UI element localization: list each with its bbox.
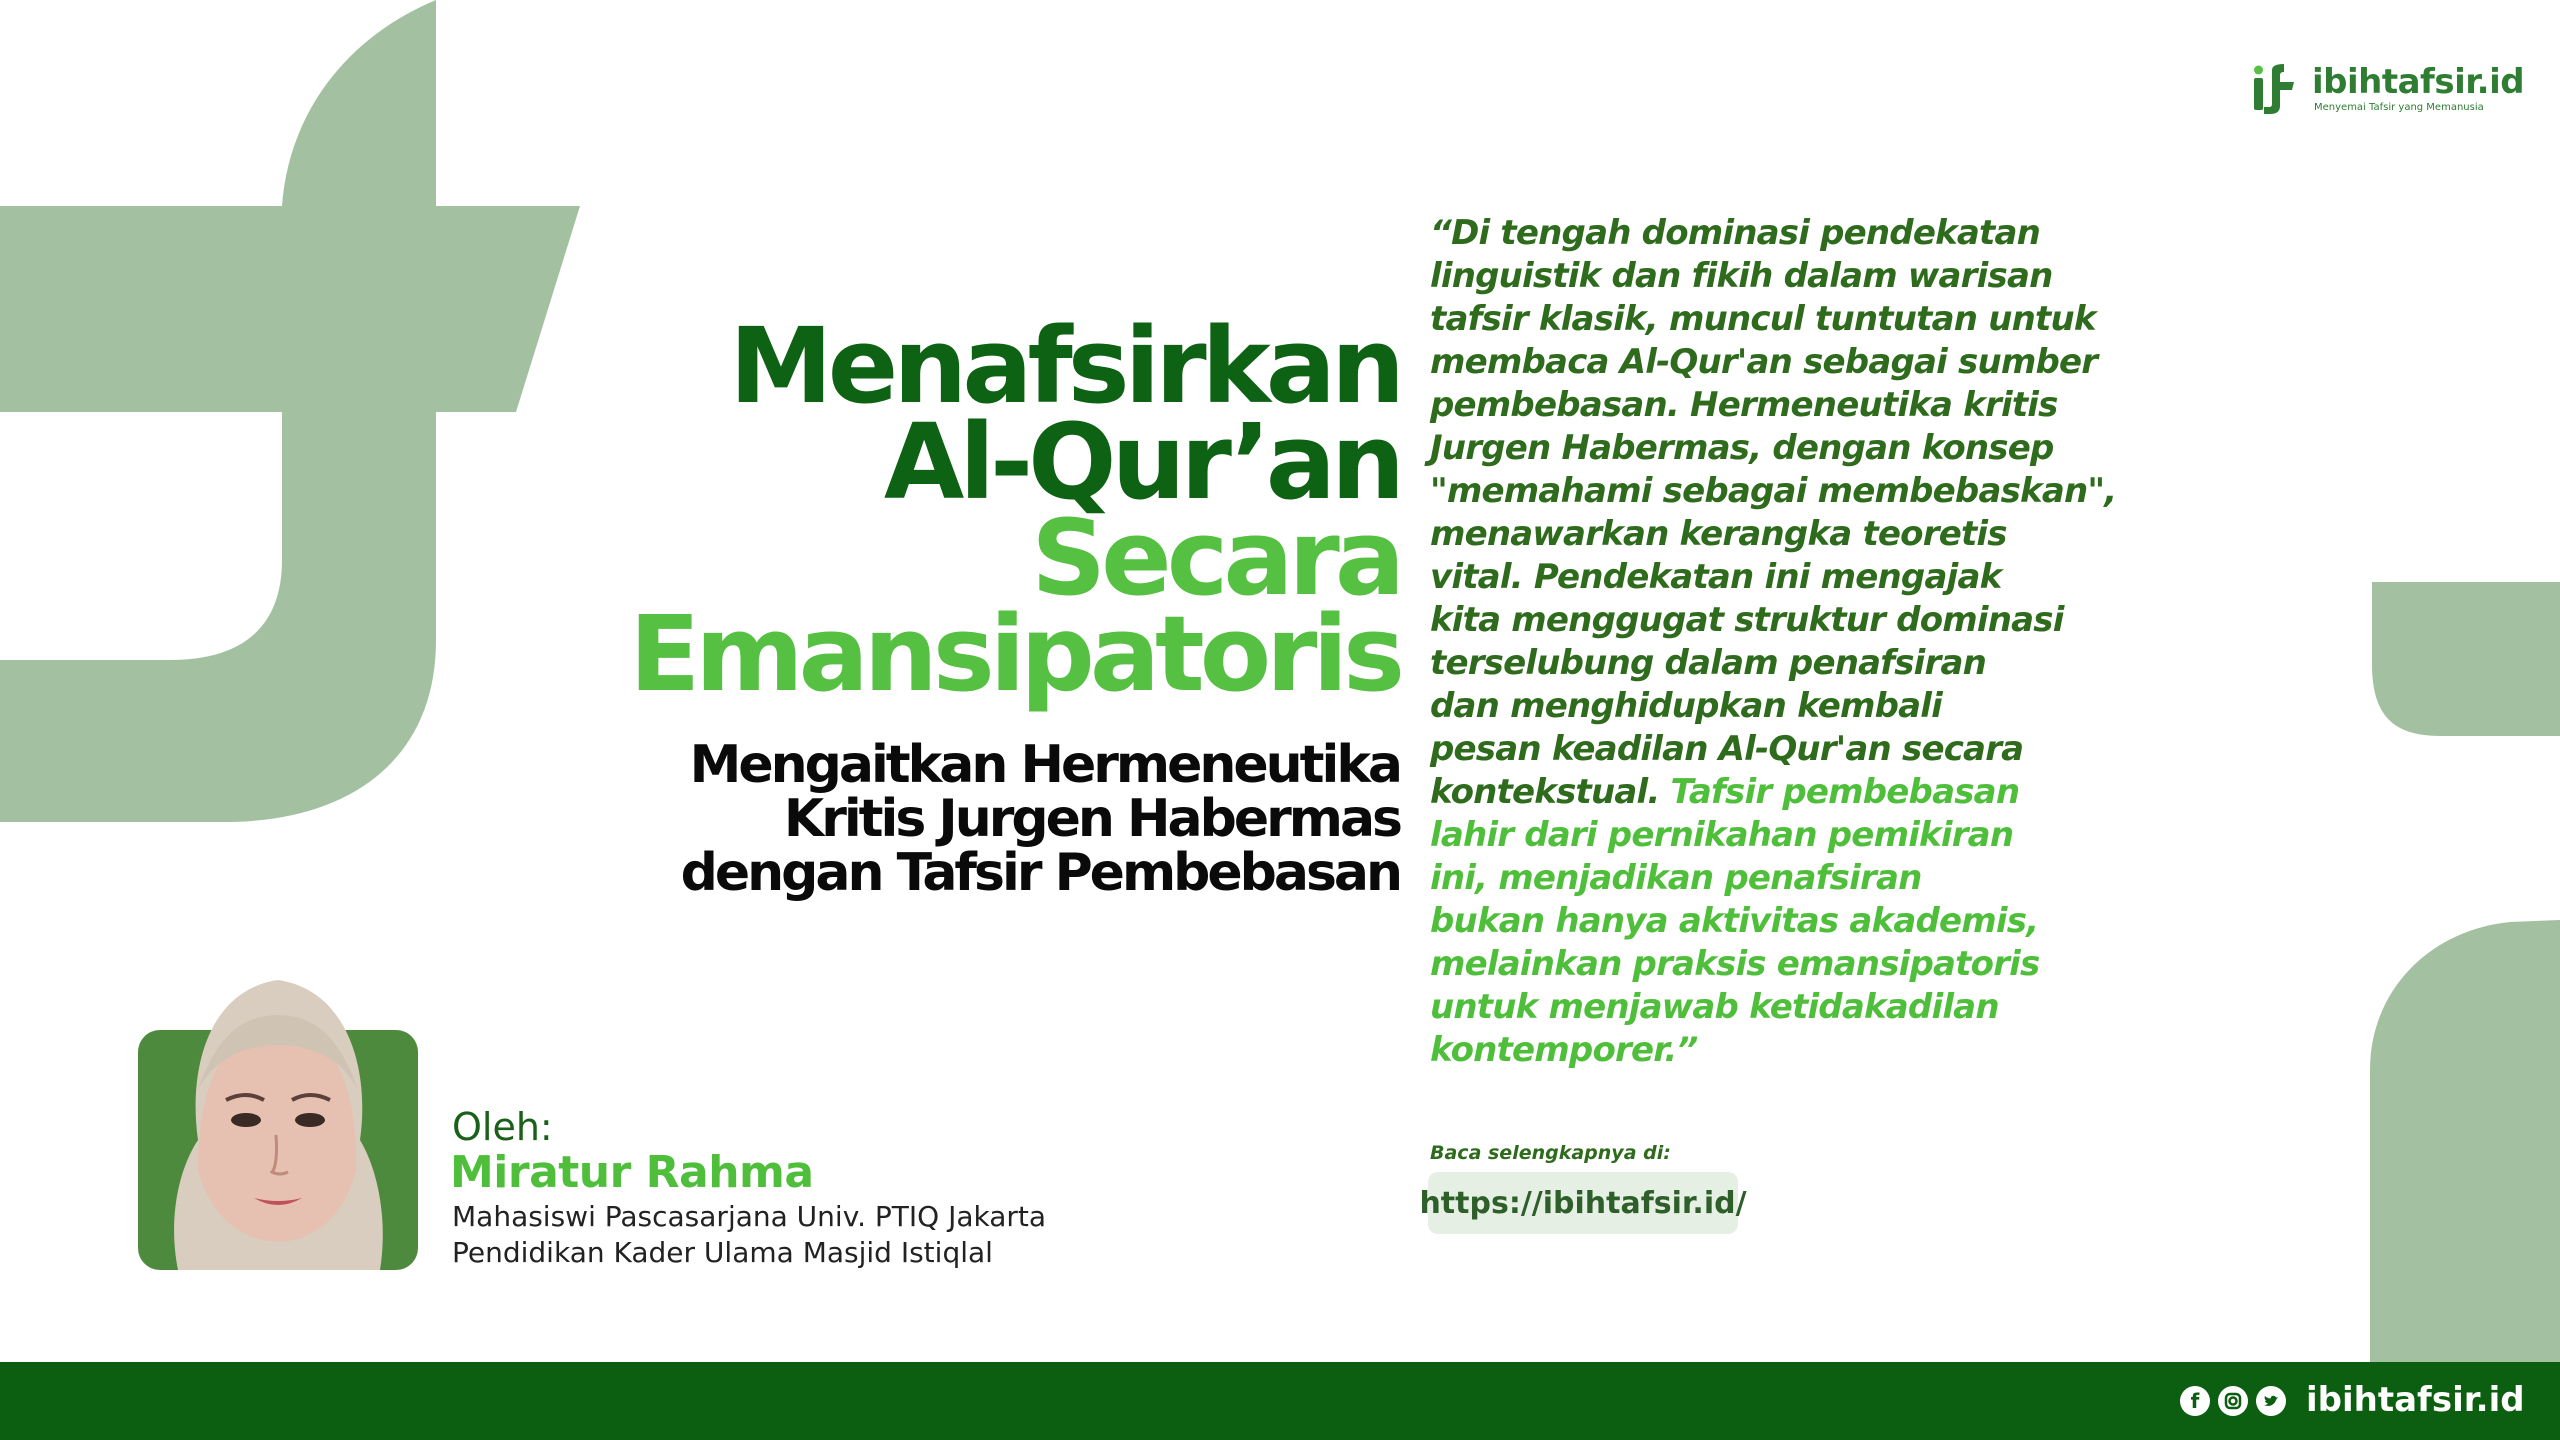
quote-text-dark: pembebasan. Hermeneutika kritis [1430,385,2058,425]
title-line-2: Al-Qur’an [883,401,1400,523]
quote-line [1430,427,2150,470]
quote-line [1430,771,2150,814]
quote-line [1430,986,2150,1029]
quote-text-highlight: bukan hanya aktivitas akademis, [1430,901,2039,941]
article-title [560,305,1400,715]
quote-line [1430,857,2150,900]
facebook-icon[interactable]: f [2180,1386,2210,1416]
article-subtitle [560,735,1400,903]
quote-text-highlight: Tafsir pembebasan [1670,772,2020,812]
quote-text-dark: menawarkan kerangka teoretis [1430,514,2007,554]
author-by-label: Oleh: [452,1105,553,1149]
quote-line [1430,470,2150,513]
website-url: https://ibihtafsir.id/ [1419,1185,1747,1221]
title-line-4: Emansipatoris [629,593,1400,715]
author-photo [138,920,418,1270]
quote-line [1430,556,2150,599]
brand-tagline: Menyemai Tafsir yang Memanusia [2314,102,2484,113]
footer-site[interactable]: ibihtafsir.id [2306,1380,2525,1420]
quote-line [1430,341,2150,384]
quote-line [1430,298,2150,341]
deco-left-shape [0,0,580,822]
quote-line [1430,384,2150,427]
twitter-icon[interactable] [2256,1386,2286,1416]
author-affiliation-1: Mahasiswi Pascasarjana Univ. PTIQ Jakarta [452,1200,1047,1233]
subtitle-line-1: Mengaitkan Hermeneutika [689,735,1400,795]
author-name: Miratur Rahma [450,1147,814,1198]
quote-line [1430,599,2150,642]
quote-text-dark: linguistik dan fikih dalam warisan [1430,256,2053,296]
quote-text-highlight: kontemporer.” [1430,1030,1698,1070]
subtitle-line-3: dengan Tafsir Pembebasan [680,843,1400,903]
quote-text-dark: vital. Pendekatan ini mengajak [1430,557,2002,597]
quote-text-dark: "memahami sebagai membebaskan", [1430,471,2117,511]
quote-line [1430,728,2150,771]
subtitle-line-2: Kritis Jurgen Habermas [783,789,1400,849]
quote-line [1430,513,2150,556]
instagram-icon[interactable] [2218,1386,2248,1416]
quote-text-highlight: untuk menjawab ketidakadilan [1430,987,1999,1027]
title-line-1: Menafsirkan [729,305,1400,427]
quote-text-highlight: lahir dari pernikahan pemikiran [1430,815,2014,855]
quote-line [1430,212,2150,255]
footer-bar [0,1362,2560,1440]
quote-text-dark: kita menggugat struktur dominasi [1430,600,2064,640]
quote-line [1430,1029,2150,1072]
title-line-3: Secara [1031,497,1400,619]
quote-text-highlight: ini, menjadikan penafsiran [1430,858,1922,898]
quote-text-dark: “Di tengah dominasi pendekatan [1430,213,2041,253]
quote-text-dark: pesan keadilan Al-Qur'an secara [1430,729,2024,769]
quote-line [1430,943,2150,986]
quote-text-dark: kontekstual. [1430,772,1671,812]
quote-line [1430,642,2150,685]
quote-text-dark: membaca Al-Qur'an sebagai sumber [1430,342,2098,382]
quote-text-dark: dan menghidupkan kembali [1430,686,1942,726]
author-affiliation-2: Pendidikan Kader Ulama Masjid Istiqlal [452,1236,993,1269]
website-link[interactable] [1419,1172,1747,1234]
read-more-label: Baca selengkapnya di: [1430,1142,1671,1164]
quote-text-dark: Jurgen Habermas, dengan konsep [1430,428,2054,468]
article-quote [1430,212,2150,1072]
quote-text-highlight: melainkan praksis emansipatoris [1430,944,2040,984]
quote-text-dark: terselubung dalam penafsiran [1430,643,1987,683]
quote-text-dark: tafsir klasik, muncul tuntutan untuk [1430,299,2096,339]
quote-line [1430,900,2150,943]
brand-logo [2250,62,2525,118]
quote-line [1430,685,2150,728]
ibihtafsir-logo-icon [2250,62,2306,118]
social-icons [2180,1386,2286,1416]
deco-right-bottom-shape [2370,920,2560,1362]
quote-line [1430,814,2150,857]
deco-right-top-shape [2372,582,2560,736]
brand-name: ibihtafsir.id [2312,62,2525,102]
quote-line [1430,255,2150,298]
